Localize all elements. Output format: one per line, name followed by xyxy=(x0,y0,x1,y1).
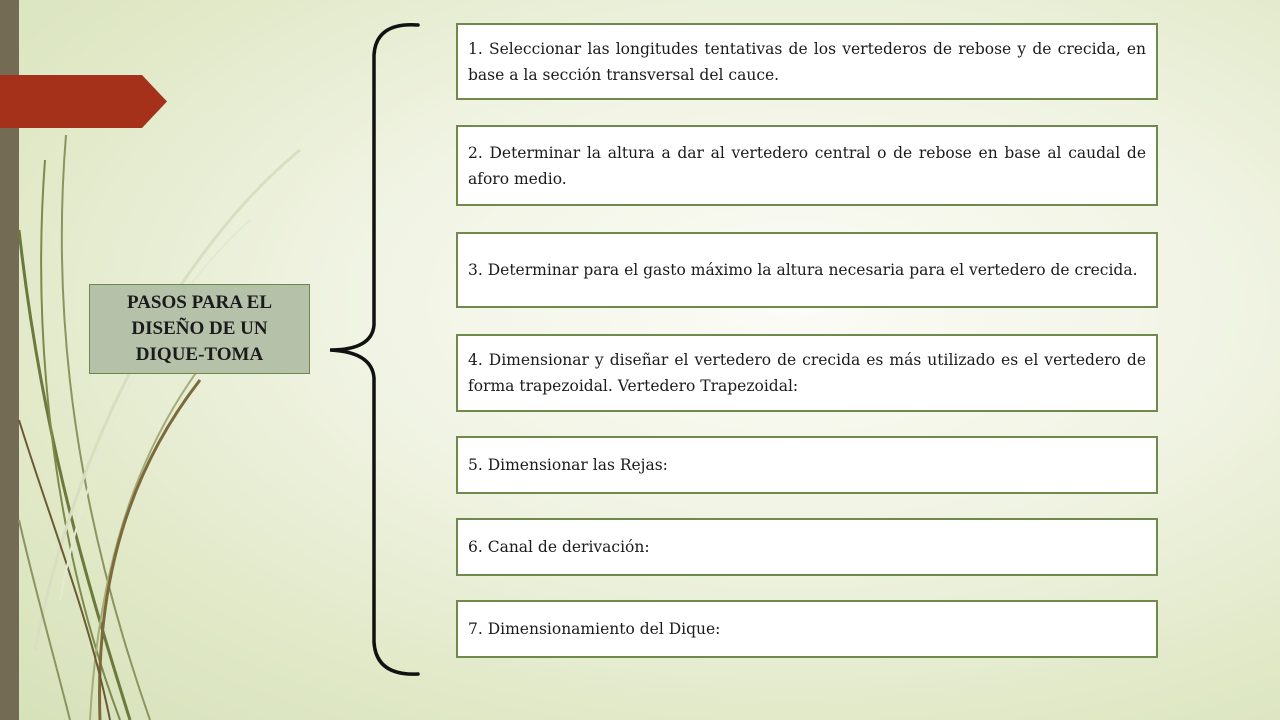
step-text-4: 4. Dimensionar y diseñar el vertedero de crecida es más utilizado es el vertedero de forma trapezoidal. Vertedero Trapezoidal: xyxy=(468,351,1146,395)
step-box-4 xyxy=(456,334,1158,412)
step-text-7: 7. Dimensionamiento del Dique: xyxy=(468,620,721,638)
step-box-5 xyxy=(456,436,1158,494)
main-title-box: PASOS PARA EL DISEÑO DE UN DIQUE-TOMA xyxy=(89,284,310,374)
step-box-3 xyxy=(456,232,1158,308)
step-text-1: 1. Seleccionar las longitudes tentativas de los vertederos de rebose y de crecida, en base a la sección transversal del cauce. xyxy=(468,39,1146,84)
step-text-5: 5. Dimensionar las Rejas: xyxy=(468,456,668,474)
step-text-3: 3. Determinar para el gasto máximo la altura necesaria para el vertedero de crecida. xyxy=(468,261,1138,279)
step-text-6: 6. Canal de derivación: xyxy=(468,538,650,556)
step-text-2: 2. Determinar la altura a dar al vertedero central o de rebose en base al caudal de aforo medio. xyxy=(468,143,1146,188)
step-box-7 xyxy=(456,600,1158,658)
step-box-6 xyxy=(456,518,1158,576)
step-box-2 xyxy=(456,125,1158,206)
step-box-1 xyxy=(456,23,1158,100)
